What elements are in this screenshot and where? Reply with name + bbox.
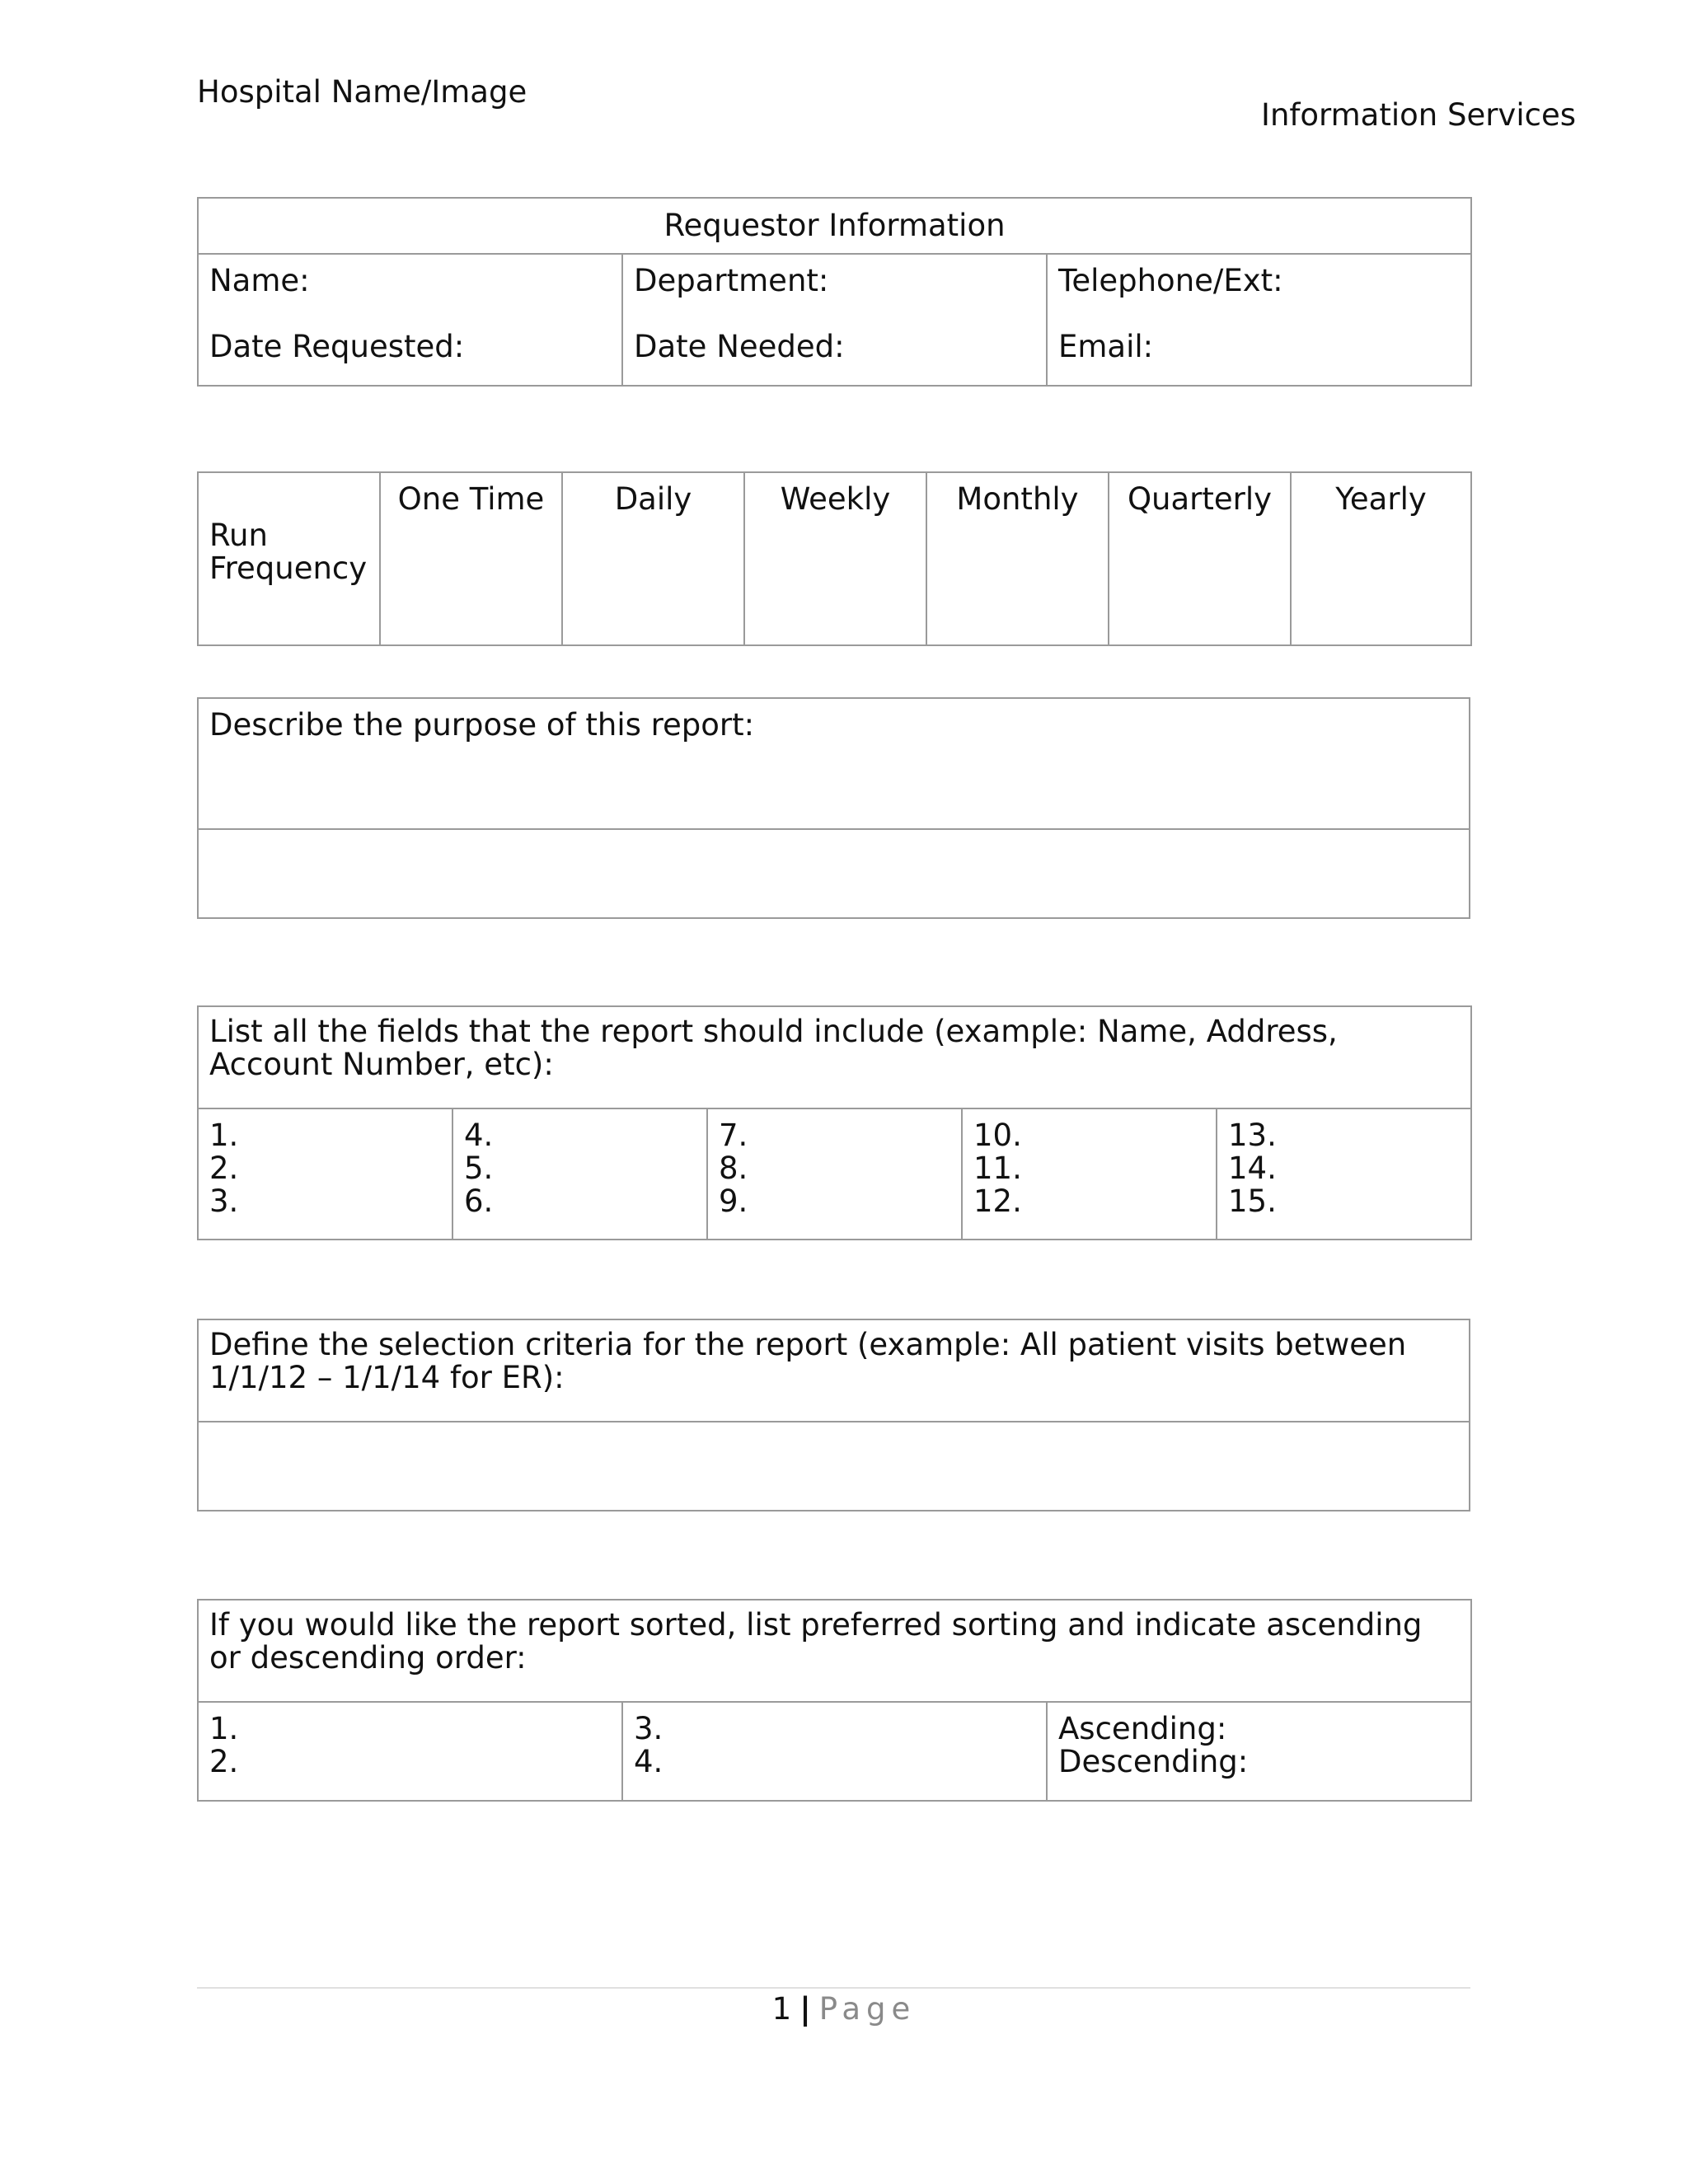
field-item-10: 10.	[973, 1118, 1022, 1153]
name-label: Name:	[209, 263, 310, 298]
field-item-8: 8.	[719, 1150, 748, 1186]
sorting-column-1[interactable]	[198, 1702, 622, 1801]
run-frequency-table	[197, 471, 1472, 646]
field-item-2: 2.	[209, 1150, 239, 1186]
ascending-label: Ascending:	[1058, 1711, 1227, 1746]
sort-item-4: 4.	[634, 1743, 663, 1779]
requestor-info-title: Requestor Information	[198, 198, 1471, 254]
field-item-5: 5.	[464, 1150, 494, 1186]
purpose-table	[197, 697, 1470, 919]
frequency-option-quarterly[interactable]: Quarterly	[1109, 472, 1291, 645]
email-label: Email:	[1058, 328, 1154, 364]
field-item-11: 11.	[973, 1150, 1022, 1186]
field-item-13: 13.	[1228, 1118, 1277, 1153]
field-item-9: 9.	[719, 1183, 748, 1219]
run-frequency-label: Run Frequency	[198, 472, 380, 645]
fields-column-5[interactable]	[1217, 1108, 1471, 1240]
field-item-4: 4.	[464, 1118, 494, 1153]
fields-question: List all the fields that the report should include (example: Name, Address, Account Number, etc):	[198, 1006, 1471, 1108]
frequency-option-weekly[interactable]: Weekly	[744, 472, 926, 645]
criteria-answer-field[interactable]	[198, 1422, 1470, 1511]
date-needed-label: Date Needed:	[634, 328, 845, 364]
department-label: Department:	[634, 263, 829, 298]
sort-item-3: 3.	[634, 1711, 663, 1746]
hospital-name-placeholder: Hospital Name/Image	[197, 74, 528, 110]
page-word: Page	[818, 1991, 917, 2027]
page-separator: |	[799, 1991, 811, 2027]
field-item-15: 15.	[1228, 1183, 1277, 1219]
footer-divider	[197, 1987, 1470, 1989]
fields-table	[197, 1005, 1472, 1240]
criteria-question: Define the selection criteria for the report (example: All patient visits between 1/1/12 – 1/1/14 for ER):	[198, 1319, 1470, 1422]
page-footer	[0, 1993, 1688, 2026]
telephone-label: Telephone/Ext:	[1058, 263, 1283, 298]
field-item-14: 14.	[1228, 1150, 1277, 1186]
purpose-answer-field[interactable]	[198, 829, 1470, 918]
frequency-option-monthly[interactable]: Monthly	[926, 472, 1109, 645]
sorting-column-2[interactable]	[622, 1702, 1047, 1801]
frequency-option-daily[interactable]: Daily	[562, 472, 744, 645]
field-item-7: 7.	[719, 1118, 748, 1153]
field-item-3: 3.	[209, 1183, 239, 1219]
department-cell[interactable]	[622, 254, 1047, 386]
sorting-question: If you would like the report sorted, list preferred sorting and indicate ascending or descending order:	[198, 1600, 1471, 1702]
sort-item-1: 1.	[209, 1711, 239, 1746]
frequency-option-one-time[interactable]: One Time	[380, 472, 562, 645]
page-number: 1	[771, 1991, 792, 2027]
field-item-12: 12.	[973, 1183, 1022, 1219]
fields-column-4[interactable]	[962, 1108, 1217, 1240]
department-header: Information Services	[1261, 97, 1576, 133]
sort-item-2: 2.	[209, 1743, 239, 1779]
fields-column-1[interactable]	[198, 1108, 452, 1240]
requestor-info-table	[197, 197, 1472, 387]
telephone-cell[interactable]	[1047, 254, 1471, 386]
fields-column-2[interactable]	[452, 1108, 707, 1240]
sort-order-column[interactable]	[1047, 1702, 1471, 1801]
fields-column-3[interactable]	[707, 1108, 962, 1240]
descending-label: Descending:	[1058, 1743, 1249, 1779]
sorting-table	[197, 1599, 1472, 1802]
criteria-table	[197, 1319, 1470, 1511]
frequency-option-yearly[interactable]: Yearly	[1291, 472, 1471, 645]
field-item-6: 6.	[464, 1183, 494, 1219]
date-requested-label: Date Requested:	[209, 328, 465, 364]
field-item-1: 1.	[209, 1118, 239, 1153]
name-cell[interactable]	[198, 254, 622, 386]
purpose-question: Describe the purpose of this report:	[198, 698, 1470, 829]
